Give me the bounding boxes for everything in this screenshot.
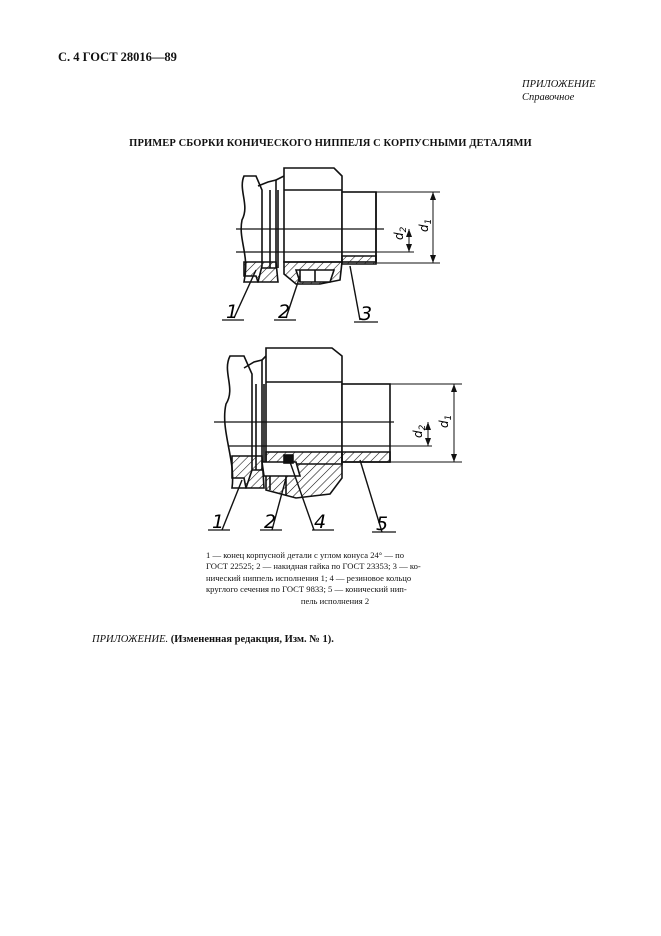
page-header: С. 4 ГОСТ 28016—89	[58, 50, 177, 64]
footer-appendix: ПРИЛОЖЕНИЕ.	[92, 634, 169, 645]
fig2-label-4: 4	[314, 511, 327, 533]
appendix-label: ПРИЛОЖЕНИЕ	[522, 79, 596, 90]
caption-line: ГОСТ 22525; 2 — накидная гайка по ГОСТ 23353; 3 — ко-	[206, 561, 421, 572]
fig1-label-3: 3	[360, 303, 373, 325]
fig1-dim-d2: $d_2$	[392, 226, 409, 240]
footer-note	[92, 634, 334, 645]
footer-revision: (Измененная редакция, Изм. № 1).	[170, 634, 334, 645]
figure-1-drawing	[222, 168, 440, 322]
fig2-label-2: 2	[264, 511, 277, 533]
document-title: ПРИМЕР СБОРКИ КОНИЧЕСКОГО НИППЕЛЯ С КОРПУСНЫМИ ДЕТАЛЯМИ	[129, 138, 532, 149]
figure-2-drawing	[208, 348, 462, 532]
fig2-label-5: 5	[376, 513, 389, 535]
caption-line: 1 — конец корпусной детали с углом конуса 24° — по	[206, 550, 405, 560]
figure-caption	[206, 550, 464, 607]
fig2-dim-d2: $d_2$	[411, 424, 428, 438]
fig1-label-1: 1	[226, 301, 239, 323]
fig1-dim-d1: $d_1$	[417, 218, 434, 232]
fig2-label-1: 1	[212, 511, 225, 533]
appendix-type: Справочное	[522, 92, 575, 103]
caption-line: нический ниппель исполнения 1; 4 — резиновое кольцо	[206, 572, 412, 583]
fig1-label-2: 2	[278, 301, 291, 323]
caption-line: круглого сечения по ГОСТ 9833; 5 — конический нип-	[206, 584, 407, 595]
fig2-dim-d1: $d_1$	[437, 414, 454, 428]
caption-line: пель исполнения 2	[300, 595, 370, 606]
